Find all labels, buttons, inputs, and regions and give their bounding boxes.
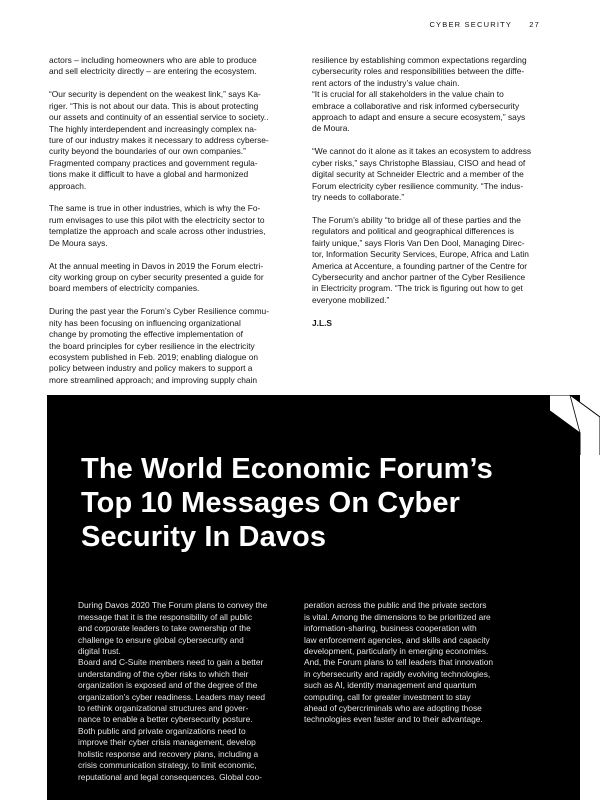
folded-corner-decoration [550,395,600,455]
page-number: 27 [529,20,540,29]
feature-panel [47,395,580,800]
panel-title: The World Economic Forum’s Top 10 Messages On Cyber Security In Davos [81,453,493,553]
paragraph: At the annual meeting in Davos in 2019 the Forum electri- city working group on cyber security presented a guide for board members of electricity companies. [49,260,264,294]
paragraph: The same is true in other industries, which is why the Fo- rum envisages to use this pilot with the electricity sector to templatize the approach and scale across other industries, De Moura says. [49,203,266,248]
section-title: CYBER SECURITY [429,20,512,29]
panel-text: During Davos 2020 The Forum plans to convey the message that it is the responsibility of all public and corporate leaders to take ownership of the challenge to ensure global cybersecurity and digital trust. Board and C-Suite members need to gain a better understanding of the cyber risks to which their organization is exposed and of the degree of the organization’s cyber readiness. Leaders may need to rethink organizational structures and gover- nance to enable a better cybersecurity posture. Both public and private organizations need to improve their cyber crisis management, develop holistic response and recovery plans, including a crisis communication strategy, to limit economic, reputational and legal consequences. Global coo- [78,600,268,782]
paragraph: During the past year the Forum’s Cyber Resilience commu- nity has been focusing on influencing organizational change by promoting the effective implementation of the board principles for cyber resilience in the electricity ecosystem published in Feb. 2019; enabling dialogue on policy between industry and policy makers to support a more streamlined approach; and improving supply chain [49,306,270,385]
page-header [429,20,540,29]
paragraph: resilience by establishing common expectations regarding cybersecurity roles and responsibilities between the diffe- rent actors of the industry’s value chain. “It is crucial for all stakeholders in the value chain to embrace a collaborative and risk informed cybersecurity approach to adapt and ensure a secure ecosystem,” says de Moura. [312,55,527,134]
paragraph: actors – including homeowners who are able to produce and sell electricity directly – are entering the ecosystem. [49,55,257,77]
paragraph: “We cannot do it alone as it takes an ecosystem to address cyber risks,” says Christophe Blassiau, CISO and head of digital security at Schneider Electric and a member of the Forum electricity cyber resilience community. “The indus- try needs to collaborate.” [312,146,532,202]
right-column [312,55,552,341]
paragraph: “Our security is dependent on the weakest link,” says Ka- riger. “This is not about our data. This is about protecting our assets and continuity of an essential service to society.. The highly interdependent and increasingly complex na- ture of our industry makes it necessary to address cyberse- curity beyond the boundaries of our own companies.” Fragmented company practices and government regula- tions make it difficult to have a global and harmonized approach. [49,89,269,191]
panel-left-column [78,589,298,794]
panel-text: peration across the public and the private sectors is vital. Among the dimensions to be prioritized are information-sharing, business cooperation with law enforcement agencies, and skills and capacity development, particularly in emerging economies. And, the Forum plans to tell leaders that innovation in cybersecurity and rapidly evolving technologies, such as AI, identity management and quantum computing, call for greater investment to stay ahead of cybercriminals who are adopting those technologies even faster and to their advantage. [304,600,494,725]
paragraph: The Forum’s ability “to bridge all of these parties and the regulators and political and geographical differences is fairly unique,” says Floris Van Den Dool, Managing Direc- tor, Information Security Services, Europe, Africa and Latin America at Accenture, a founding partner of the Centre for Cybersecurity and anchor partner of the Cyber Resilience in Electricity program. “The trick is figuring out how to get everyone mobilized.” [312,214,529,305]
panel-right-column [304,589,534,737]
author-signature: J.L.S [312,317,333,328]
left-column [49,55,286,398]
